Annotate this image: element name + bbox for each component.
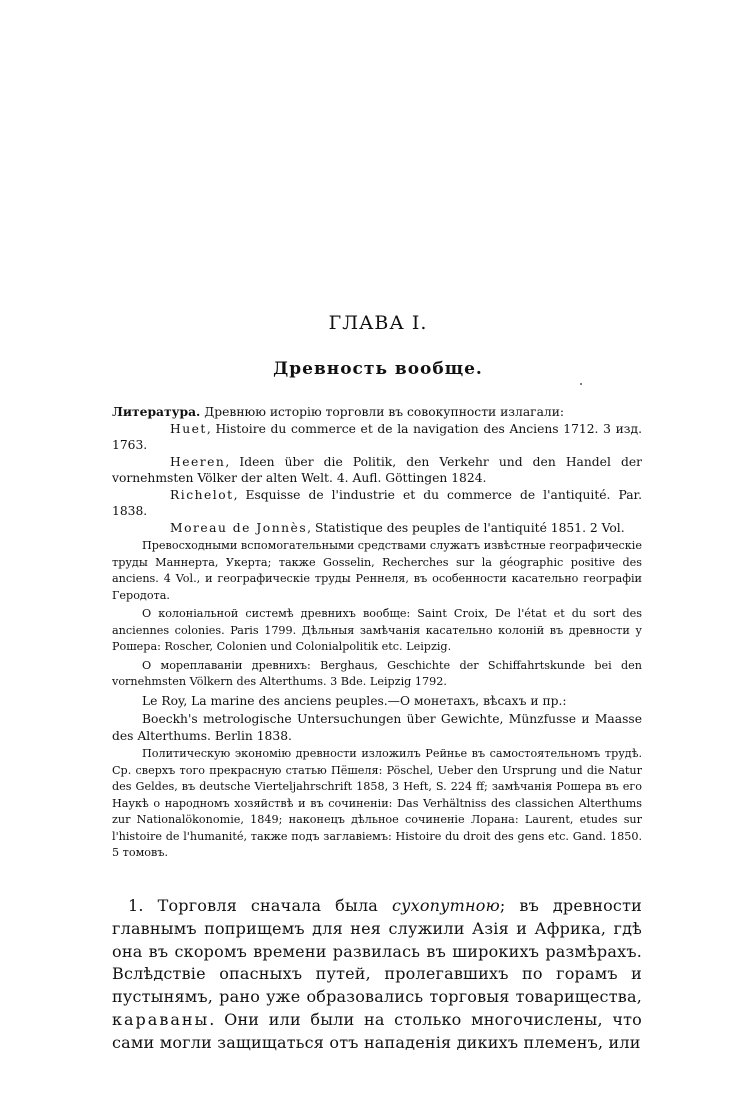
entry-author: Huet bbox=[170, 421, 207, 436]
paragraph-number: 1. bbox=[128, 896, 144, 915]
literature-paragraph: Политическую экономію древности изложилъ Рейнье въ самостоятельномъ трудѣ. Ср. сверхъ того прекрасную статью Пёшеля: Pöschel, Ueber den Ursprung und die Natur des Geldes, въ deutsche Vierteljahrschrift 1858, 3 Heft, S. 224 ff; замѣчанія Рошера въ его Наукѣ о народномъ хозяйствѣ и въ сочиненіи: Das Verhältniss des classichen Alterthums zur Nationalökonomie, 1849; наконецъ дѣльное сочиненіе Лорана: Laurent, etudes sur l'histoire de l'humanité, также подъ заглавіемъ: Histoire du droit des gens etc. Gand. 1850. 5 томовъ. bbox=[112, 747, 642, 859]
literature-heading: Литература. bbox=[112, 404, 201, 419]
literature-entry bbox=[112, 487, 642, 520]
entry-text: , Esquisse de l'industrie et du commerce de l'antiquité. Par. 1838. bbox=[112, 487, 642, 518]
main-paragraph bbox=[112, 895, 642, 1055]
chapter-number: ГЛАВА I. bbox=[328, 312, 428, 334]
literature-entry bbox=[112, 421, 642, 454]
literature-paragraph: Le Roy, La marine des anciens peuples.—О монетахъ, вѣсахъ и пр.: bbox=[142, 693, 567, 708]
literature-section bbox=[112, 404, 642, 862]
literature-intro-text: Древнюю исторію торговли въ совокупности излагали: bbox=[204, 405, 565, 419]
spaced-term: караваны bbox=[112, 1009, 210, 1029]
text-segment: Торговля сначала была bbox=[157, 896, 379, 915]
entry-author: Moreau de Jonnès bbox=[170, 520, 308, 535]
literature-intro bbox=[112, 404, 642, 421]
literature-entry bbox=[112, 454, 642, 487]
text-segment: . Они или были на столько многочислены, что сами могли защищаться отъ нападенія дикихъ племенъ, или bbox=[112, 1009, 642, 1052]
entry-author: Heeren bbox=[170, 454, 226, 469]
emphasized-term: сухопутною bbox=[391, 896, 500, 915]
main-text bbox=[112, 895, 642, 1055]
literature-paragraph: Boeckh's metrologische Untersuchungen über Gewichte, Münzfusse и Maasse des Alterthums. Berlin 1838. bbox=[112, 712, 642, 743]
entry-text: , Histoire du commerce et de la navigation des Anciens 1712. 3 изд. 1763. bbox=[112, 421, 642, 452]
print-speck bbox=[580, 383, 582, 385]
entry-text: , Statistique des peuples de l'antiquité 1851. 2 Vol. bbox=[307, 520, 625, 535]
entry-author: Richelot bbox=[170, 487, 234, 502]
literature-paragraph: О колоніальной системѣ древнихъ вообще: Saint Croix, De l'état et du sort des anciennes colonies. Paris 1799. Дѣльныя замѣчанія касательно колоній въ древности у Рошера: Roscher, Colonien und Colonialpolitik etc. Leipzig. bbox=[112, 607, 642, 653]
literature-paragraph: О мореплаваніи древнихъ: Berghaus, Geschichte der Schiffahrtskunde bei den vornehmsten Völkern des Alterthums. 3 Bde. Leipzig 1792. bbox=[112, 658, 642, 688]
literature-paragraph: Превосходными вспомогательными средствами служатъ извѣстные географическіе труды Маннерта, Укерта; также Gosselin, Recherches sur la géographic positive des anciens. 4 Vol., и географическіе труды Реннеля, въ особенности касательно географіи Геродота. bbox=[112, 539, 642, 602]
text-segment: ; въ древности главнымъ поприщемъ для нея служили Азія и Африка, гдѣ она въ скоромъ времени развилась въ широкихъ размѣрахъ. Вслѣдствіе опасныхъ путей, пролегавшихъ по горамъ и пустынямъ, рано уже образовались торговыя товарищества, bbox=[112, 896, 642, 1007]
literature-entry bbox=[112, 520, 642, 537]
entry-text: , Ideen über die Politik, den Verkehr und den Handel der vornehmsten Völker der alten Welt. 4. Aufl. Göttingen 1824. bbox=[112, 454, 642, 485]
chapter-title: Древность вообще. bbox=[273, 359, 483, 379]
